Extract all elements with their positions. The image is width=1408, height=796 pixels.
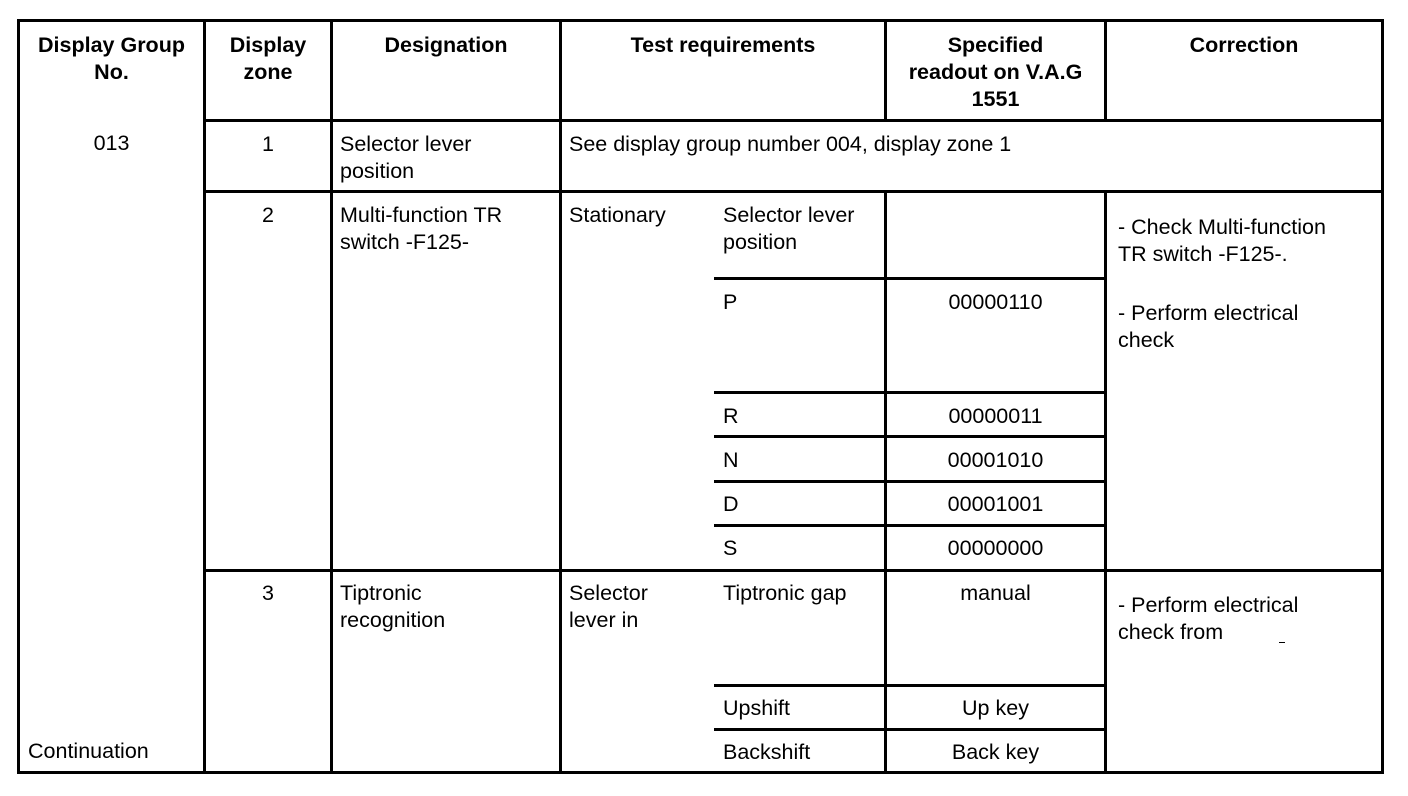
zone-2-subheader: Selector lever position [723,203,855,254]
header-display-group: Display Group No. [38,33,185,84]
readout-tiptronic-gap: manual [960,581,1031,605]
readout-s: 00000000 [947,536,1044,560]
zone-3-number: 3 [262,581,274,605]
header-specified-readout: Specified readout on V.A.G 1551 [908,33,1083,111]
zone-1-note: See display group number 004, display zone 1 [569,132,1012,156]
item-tiptronic-gap: Tiptronic gap [723,581,847,605]
readout-r: 00000011 [948,404,1043,428]
group-number: 013 [93,131,130,155]
item-backshift: Backshift [723,740,811,764]
table-border-top [17,19,1384,22]
zone-1-number: 1 [262,132,274,156]
readout-upshift: Up key [962,696,1029,720]
header-display-zone: Display zone [229,33,307,84]
column-divider [330,19,333,774]
header-designation: Designation [384,33,508,57]
row-divider [714,684,1107,687]
zone-1-designation: Selector lever position [340,132,472,183]
position-n: N [723,448,739,472]
position-d: D [723,492,739,516]
header-correction: Correction [1189,33,1299,57]
row-divider [203,190,1384,193]
table-border-right [1381,19,1384,774]
position-r: R [723,404,739,428]
zone-3-designation: Tiptronic recognition [340,581,446,632]
header-test-requirements: Test requirements [630,33,816,57]
row-divider [714,524,1107,527]
zone-3-correction: - Perform electrical check from [1118,593,1299,644]
position-p: P [723,290,738,314]
readout-n: 00001010 [947,448,1044,472]
readout-d: 00001001 [947,492,1044,516]
readout-backshift: Back key [951,740,1040,764]
zone-2-number: 2 [262,203,274,227]
row-divider [714,391,1107,394]
table-border-bottom [17,771,1384,774]
zone-2-designation: Multi-function TR switch -F125- [340,203,503,254]
continuation-label: Continuation [28,739,149,763]
zone-2-condition: Stationary [569,203,666,227]
zone-2-correction-1: - Check Multi-function TR switch -F125-. [1118,215,1326,266]
zone-2-correction-2: - Perform electrical check [1118,301,1299,352]
position-s: S [723,536,738,560]
link-mark [1279,642,1285,643]
item-upshift: Upshift [723,696,790,720]
row-divider [714,480,1107,483]
readout-p: 00000110 [948,290,1043,314]
row-divider [203,119,1384,122]
row-divider [714,728,1107,731]
zone-3-condition: Selector lever in [569,581,648,632]
row-divider [714,435,1107,438]
row-divider [714,277,1107,280]
row-divider [203,569,1384,572]
column-divider [559,19,562,774]
